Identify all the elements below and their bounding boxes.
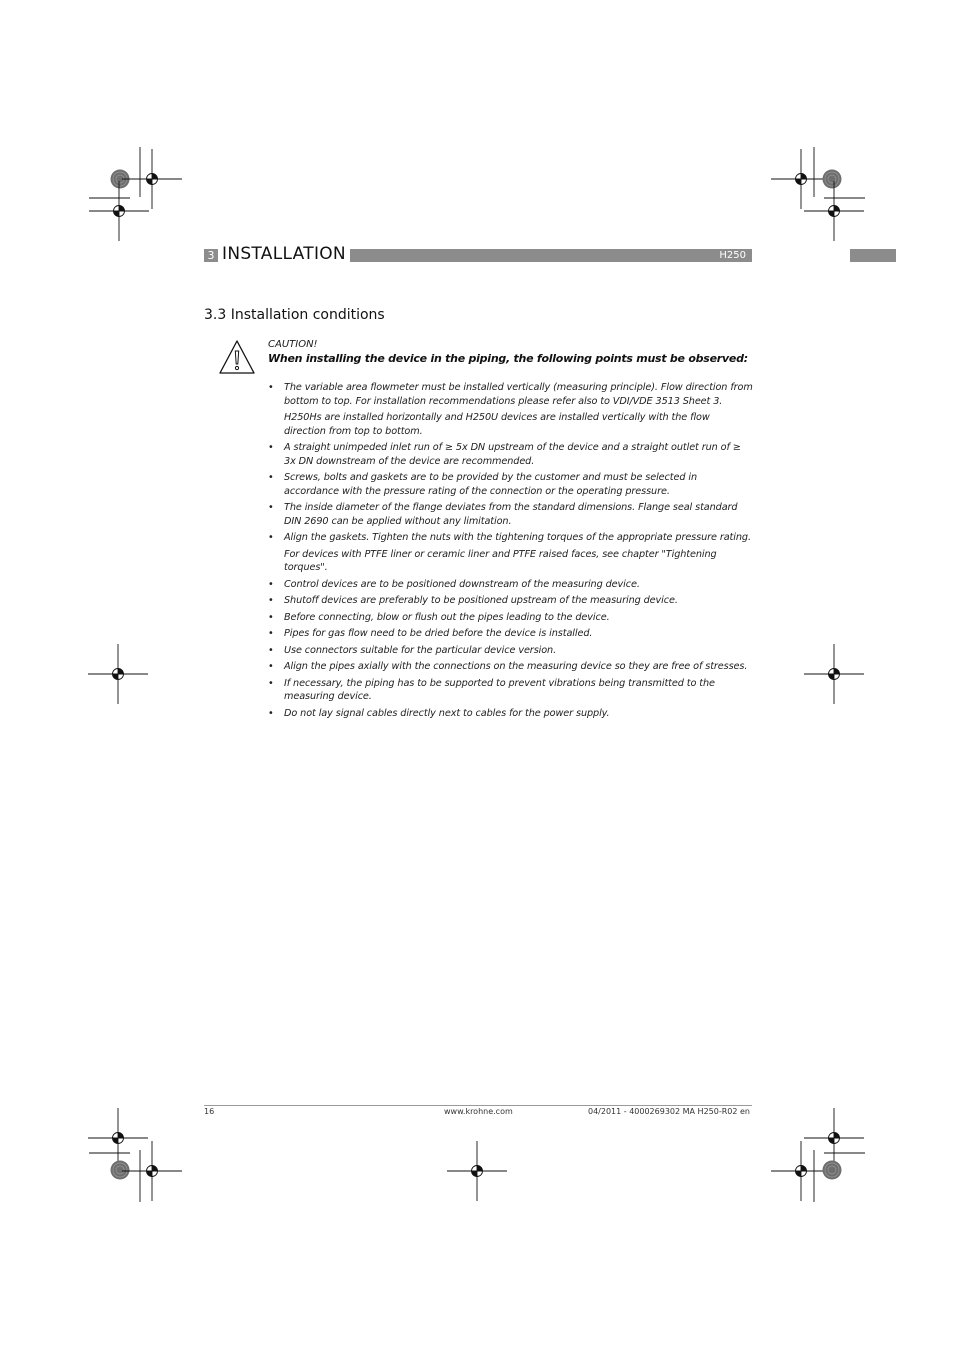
list-item-note: For devices with PTFE liner or ceramic liner and PTFE raised faces, see chapter "Tightening torques". xyxy=(284,548,717,573)
bullet-dot: • xyxy=(268,532,274,543)
bullet-dot: • xyxy=(268,611,274,623)
list-item-text: Shutoff devices are preferably to be positioned upstream of the measuring device. xyxy=(284,595,678,606)
list-item-text: Before connecting, blow or flush out the pipes leading to the device. xyxy=(284,611,610,623)
bullet-dot: • xyxy=(268,707,274,719)
list-item xyxy=(268,531,754,575)
caution-lead: When installing the device in the piping, the following points must be observed: xyxy=(268,352,748,365)
list-item-note: H250Hs are installed horizontally and H250U devices are installed vertically with the flow direction from top to bottom. xyxy=(284,412,710,437)
bullet-dot: • xyxy=(268,472,274,483)
bullet-dot: • xyxy=(268,502,274,513)
list-item xyxy=(268,501,754,528)
list-item-text: The inside diameter of the flange deviates from the standard dimensions. Flange seal standard DIN 2690 can be applied without any limitation. xyxy=(284,502,738,527)
list-item xyxy=(268,627,754,641)
list-item xyxy=(268,660,754,674)
list-item xyxy=(268,381,754,438)
chapter-side-tab xyxy=(850,249,896,262)
chapter-title: INSTALLATION xyxy=(222,244,346,264)
list-item-text: A straight unimpeded inlet run of ≥ 5x DN upstream of the device and a straight outlet run of ≥ 3x DN downstream of the device are recommended. xyxy=(284,442,741,467)
list-item-text: Pipes for gas flow need to be dried before the device is installed. xyxy=(284,628,593,639)
list-item-text: Align the gaskets. Tighten the nuts with the tightening torques of the appropriate pressure rating. xyxy=(284,532,751,543)
list-item xyxy=(268,677,754,704)
list-item xyxy=(268,707,754,721)
list-item xyxy=(268,644,754,658)
header-bar xyxy=(350,249,752,262)
bullet-dot: • xyxy=(268,442,274,453)
list-item xyxy=(268,594,754,608)
list-item xyxy=(268,578,754,592)
list-item-text: Screws, bolts and gaskets are to be provided by the customer and must be selected in accordance with the pressure rating of the connection or the operating pressure. xyxy=(284,472,697,497)
bullet-dot: • xyxy=(268,644,274,656)
bullet-dot: • xyxy=(268,661,274,672)
bullet-dot: • xyxy=(268,595,274,606)
list-item-text: Do not lay signal cables directly next to cables for the power supply. xyxy=(284,707,610,719)
bullet-dot: • xyxy=(268,628,274,639)
list-item-text: The variable area flowmeter must be installed vertically (measuring principle). Flow direction from bottom to top. For installation recommendations please refer also to VDI/VDE 3513 Sheet 3. xyxy=(284,382,753,407)
chapter-number: 3 xyxy=(204,249,218,262)
list-item-text: Use connectors suitable for the particular device version. xyxy=(284,644,557,656)
installation-conditions-list xyxy=(268,381,754,723)
page-number: 16 xyxy=(204,1107,215,1116)
footer-website: www.krohne.com xyxy=(444,1107,513,1116)
list-item-text: If necessary, the piping has to be supported to prevent vibrations being transmitted to the measuring device. xyxy=(284,677,715,702)
bullet-dot: • xyxy=(268,677,274,689)
list-item-text: Align the pipes axially with the connections on the measuring device so they are free of stresses. xyxy=(284,661,748,672)
list-item xyxy=(268,471,754,498)
caution-label: CAUTION! xyxy=(268,339,318,350)
list-item-text: Control devices are to be positioned downstream of the measuring device. xyxy=(284,578,640,590)
section-heading: 3.3 Installation conditions xyxy=(204,307,385,323)
list-item xyxy=(268,441,754,468)
footer-doc-ref: 04/2011 - 4000269302 MA H250-R02 en xyxy=(587,1107,750,1116)
bullet-dot: • xyxy=(268,578,274,590)
product-tag: H250 xyxy=(719,250,746,261)
warning-triangle-icon xyxy=(218,339,256,375)
list-item xyxy=(268,611,754,625)
bullet-dot: • xyxy=(268,382,274,393)
